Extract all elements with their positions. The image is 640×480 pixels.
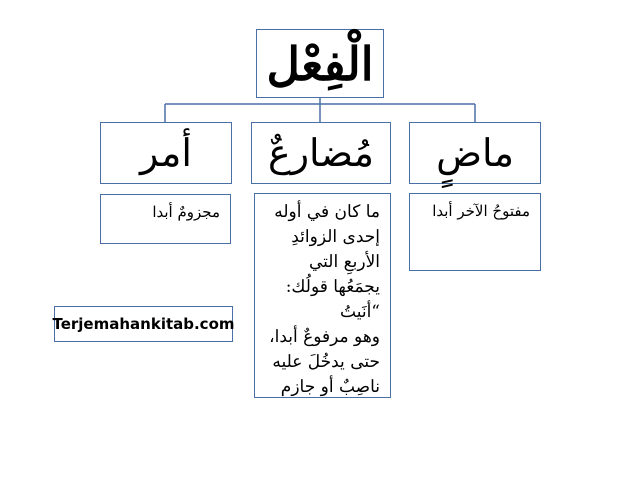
description-mudari-line: ناصِبٌ أو جازم bbox=[280, 377, 380, 397]
root-node bbox=[256, 29, 384, 98]
type-node-amr-label: أمر bbox=[140, 131, 192, 175]
description-mudari-line: ما كان في أوله bbox=[274, 202, 380, 222]
type-node-mudari-label: مُضارعٌ bbox=[268, 131, 374, 175]
type-node-amr bbox=[100, 122, 232, 184]
description-mudari-line: وهو مرفوعٌ أبدا، bbox=[269, 327, 380, 347]
type-node-mudari bbox=[251, 122, 391, 184]
description-amr-text: مجزومٌ أبدا bbox=[152, 203, 220, 221]
root-node-label: الْفِعْل bbox=[266, 36, 374, 91]
description-amr bbox=[100, 194, 231, 244]
description-mudari-line: يجمَعُها قولُك: bbox=[285, 277, 380, 297]
description-mudari-line: إحدى الزوائدِ bbox=[291, 227, 380, 247]
description-madi bbox=[409, 193, 541, 271]
description-mudari-line: الأربعِ التي bbox=[308, 252, 380, 272]
type-node-madi-label: ماضٍ bbox=[436, 131, 514, 175]
description-mudari bbox=[254, 193, 391, 398]
site-watermark bbox=[54, 306, 233, 342]
description-mudari-line: حتى يدخُلَ عليه bbox=[272, 352, 380, 372]
site-watermark-text: Terjemahankitab.com bbox=[52, 315, 235, 333]
type-node-madi bbox=[409, 122, 541, 184]
description-mudari-line: “أنَيتُ bbox=[340, 302, 380, 322]
description-madi-text: مفتوحُ الآخر أبدا bbox=[432, 202, 530, 220]
